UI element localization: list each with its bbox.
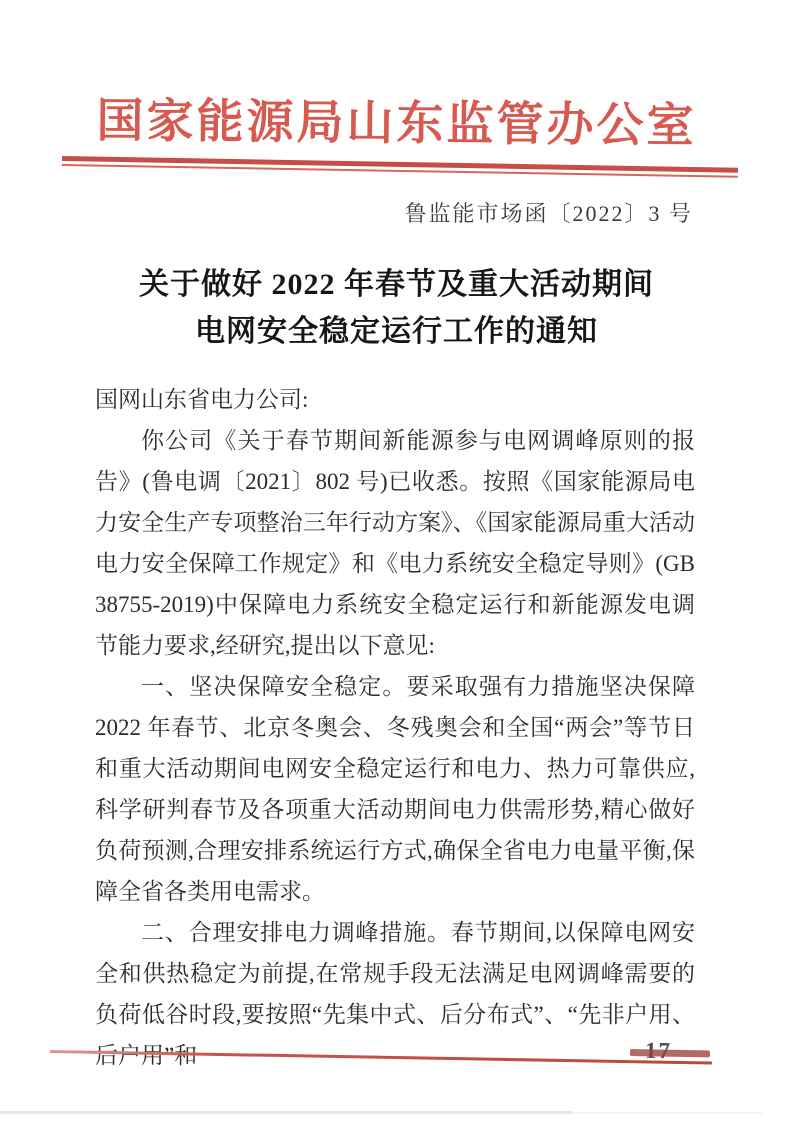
scan-bottom-edge-light — [572, 1112, 762, 1114]
paragraph-intro: 你公司《关于春节期间新能源参与电网调峰原则的报告》(鲁电调〔2021〕802 号)已收悉。按照《国家能源局电力安全生产专项整治三年行动方案》、《国家能源局重大活动电力安全保障工作规定》和《电力系统安全稳定导则》(GB 38755-2019)中保障电力系统安全稳定运行和新能源发电调节能力要求,经研究,提出以下意见: — [95, 428, 695, 658]
document-body — [95, 379, 695, 1076]
scan-ink-smudge — [630, 1049, 710, 1057]
document-title — [0, 261, 793, 355]
paragraph-item-2: 二、合理安排电力调峰措施。春节期间,以保障电网安全和供热稳定为前提,在常规手段无法满足电网调峰需要的负荷低谷时段,要按照“先集中式、后分布式”、“先非户用、后户用”和 — [95, 920, 695, 1068]
letterhead-rule — [62, 156, 738, 178]
document-title-line1: 关于做好 2022 年春节及重大活动期间 — [139, 268, 654, 301]
document-title-line2: 电网安全稳定运行工作的通知 — [195, 315, 598, 348]
letterhead-agency-name: 国家能源局山东监管办公室 — [96, 95, 697, 153]
scan-bottom-edge-dark — [0, 1111, 572, 1114]
salutation: 国网山东省电力公司: — [95, 387, 309, 412]
document-number: 鲁监能市场函〔2022〕3 号 — [404, 201, 693, 226]
paragraph-item-1: 一、坚决保障安全稳定。要采取强有力措施坚决保障 2022 年春节、北京冬奥会、冬残奥会和全国“两会”等节日和重大活动期间电网安全稳定运行和电力、热力可靠供应,科学研判春节及各项重大活动期间电力供需形势,精心做好负荷预测,合理安排系统运行方式,确保全省电力电量平衡,保障全省各类用电需求。 — [95, 674, 695, 904]
